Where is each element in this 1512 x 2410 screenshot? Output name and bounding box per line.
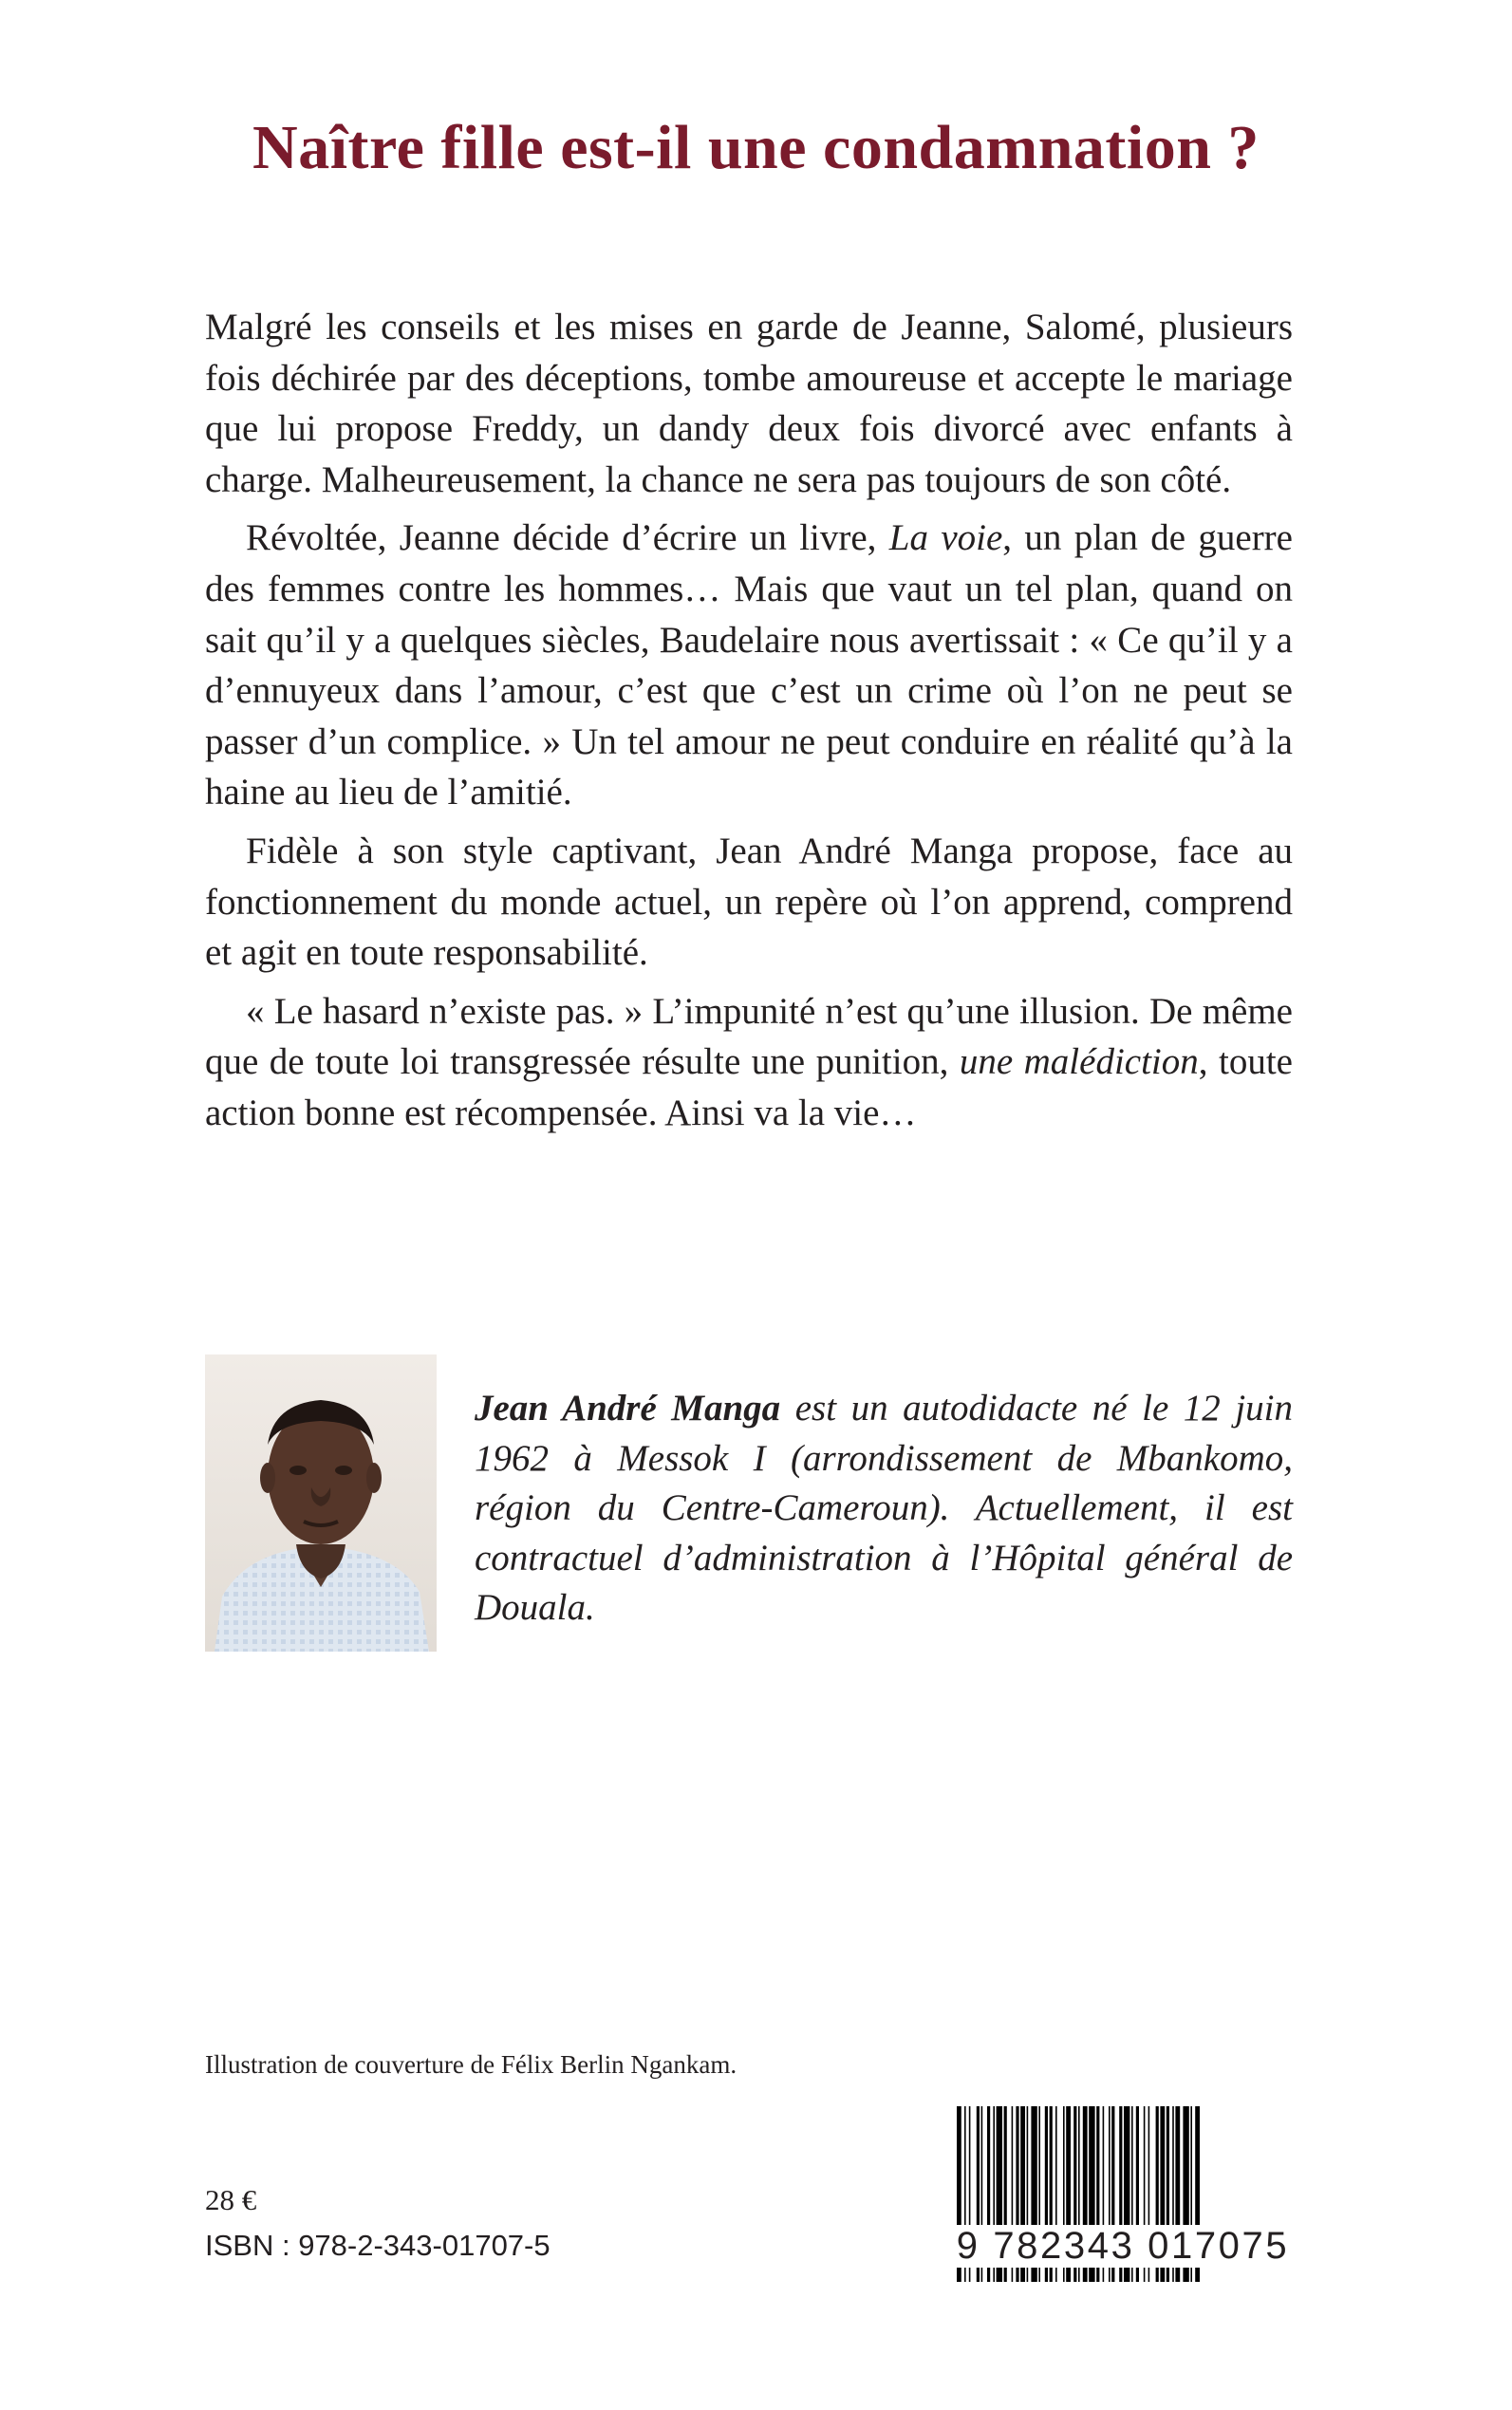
- blurb-paragraph-1: Malgré les conseils et les mises en garde de Jeanne, Salomé, plusieurs fois déchirée par des déceptions, tombe amoureuse et accepte le mariage que lui propose Freddy, un dandy deux fois divorcé avec enfants à charge. Malheureusement, la chance ne sera pas toujours de son côté.: [205, 307, 1293, 500]
- blurb-p4-end: , toute action bonne est récompensée. Ainsi va la vie…: [205, 1041, 1293, 1133]
- cover-illustration-credit: Illustration de couverture de Félix Berlin Ngankam.: [205, 2050, 737, 2079]
- author-name: Jean André Manga: [475, 1388, 781, 1429]
- blurb-paragraph-2: [205, 513, 1293, 818]
- back-cover-title: Naître fille est-il une condamnation ?: [252, 113, 1260, 182]
- book-title-la-voie: La voie: [888, 517, 1003, 559]
- author-photo: [205, 1354, 437, 1652]
- price: 28 €: [205, 2183, 257, 2216]
- author-bio: [475, 1384, 1293, 1634]
- blurb-p2-start: Révoltée, Jeanne décide d’écrire un livre,: [246, 517, 889, 559]
- blurb-p4-start: « Le hasard n’existe pas. » L’impunité n’est qu’une illusion. De même que de toute loi transgressée résulte une punition,: [205, 990, 1293, 1083]
- blurb-p4-emphasis: une malédiction: [959, 1041, 1199, 1083]
- barcode-digits: 9 782343 017075: [938, 2225, 1308, 2268]
- author-bio-text: est un autodidacte né le 12 juin 1962 à Messok I (arrondissement de Mbankomo, région du Centre-Cameroun). Actuellement, il est contractuel d’administration à l’Hôpital général de Douala.: [475, 1388, 1293, 1628]
- blurb-p2-end: , un plan de guerre des femmes contre les hommes… Mais que vaut un tel plan, quand on sait qu’il y a quelques siècles, Baudelaire nous avertissait : « Ce qu’il y a d’ennuyeux dans l’amour, c’est que c’est un crime où l’on ne peut se passer d’un complice. » Un tel amour ne peut conduire en réalité qu’à la haine au lieu de l’amitié.: [205, 517, 1293, 813]
- blurb-paragraph-3: Fidèle à son style captivant, Jean André Manga propose, face au fonctionnement du monde actuel, un repère où l’on apprend, comprend et agit en toute responsabilité.: [205, 830, 1293, 974]
- isbn: ISBN : 978-2-343-01707-5: [205, 2229, 551, 2262]
- blurb-paragraph-4: [205, 986, 1293, 1139]
- blurb-text: [205, 302, 1293, 1147]
